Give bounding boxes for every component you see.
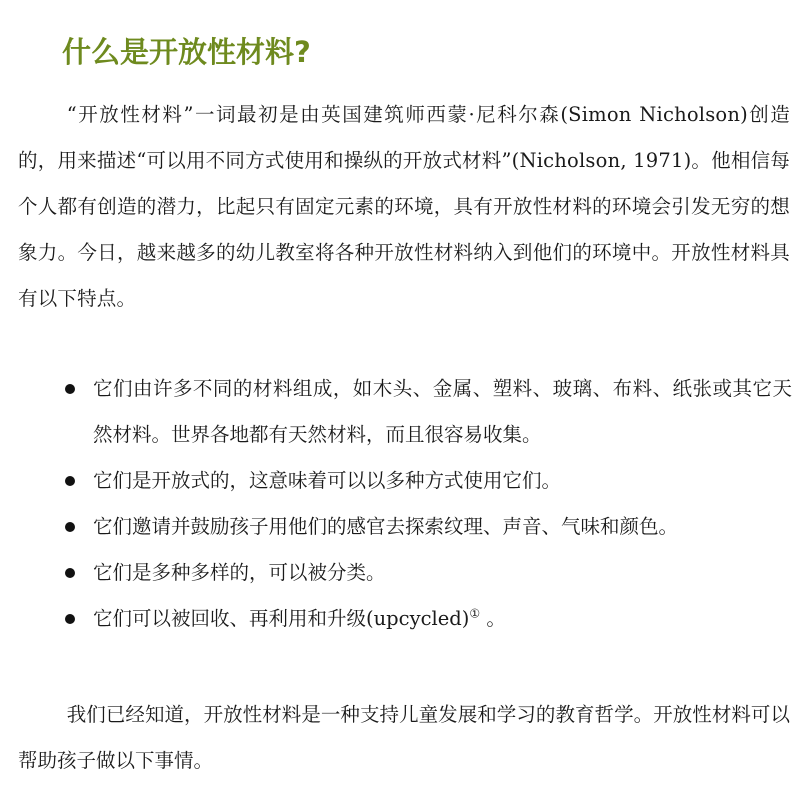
list-item (62, 458, 792, 504)
list-item-text: 它们邀请并鼓励孩子用他们的感官去探索纹理、声音、气味和颜色。 (93, 515, 679, 538)
bullet-icon (65, 384, 75, 394)
feature-list (62, 366, 792, 642)
list-item (62, 596, 792, 642)
intro-paragraph: “开放性材料”一词最初是由英国建筑师西蒙·尼科尔森(Simon Nicholson)创造的，用来描述“可以用不同方式使用和操纵的开放式材料”(Nicholson, 1971)。他相信每个人都有创造的潜力，比起只有固定元素的环境，具有开放性材料的环境会引发无穷的想象力。今日，越来越多的幼儿教室将各种开放性材料纳入到他们的环境中。开放性材料具有以下特点。 (18, 103, 790, 310)
closing-paragraph: 我们已经知道，开放性材料是一种支持儿童发展和学习的教育哲学。开放性材料可以帮助孩子做以下事情。 (18, 703, 790, 772)
list-item (62, 550, 792, 596)
list-item-text: 它们可以被回收、再利用和升级(upcycled) (93, 607, 470, 630)
bullet-icon (65, 522, 75, 532)
list-item-end-punctuation: 。 (486, 607, 506, 630)
footnote-marker: ① (469, 606, 481, 621)
section-heading: 什么是开放性材料? (62, 35, 311, 69)
list-item (62, 366, 792, 458)
list-item (62, 504, 792, 550)
bullet-icon (65, 476, 75, 486)
bullet-icon (65, 614, 75, 624)
list-item-text: 它们由许多不同的材料组成，如木头、金属、塑料、玻璃、布料、纸张或其它天然材料。世界各地都有天然材料，而且很容易收集。 (93, 377, 792, 446)
list-item-text: 它们是多种多样的，可以被分类。 (93, 561, 386, 584)
list-item-text: 它们是开放式的，这意味着可以以多种方式使用它们。 (93, 469, 562, 492)
bullet-icon (65, 568, 75, 578)
